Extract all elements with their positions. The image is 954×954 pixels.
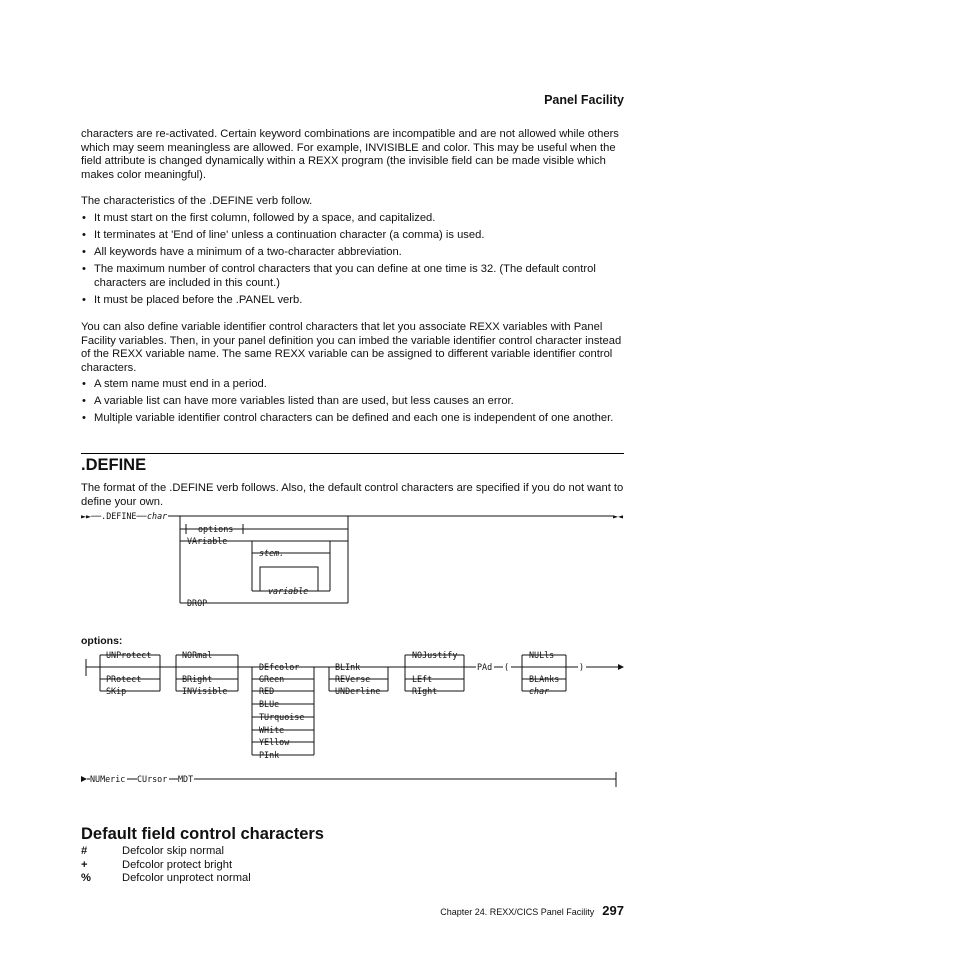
option-red: RED: [259, 686, 275, 696]
syntax-stem: stem.: [259, 548, 285, 558]
option-unprotect: UNProtect: [106, 650, 152, 660]
option-invisible: INVisible: [182, 686, 228, 696]
option-pad-char: char: [529, 686, 550, 696]
pad-open-paren: (: [504, 662, 510, 672]
default-symbol: %: [81, 872, 91, 884]
list-item: • It terminates at 'End of line' unless a continuation character (a comma) is used.: [82, 228, 485, 241]
options-syntax: [81, 650, 624, 787]
default-item: [81, 859, 232, 873]
list-item: • It must be placed before the .PANEL verb.: [82, 293, 303, 306]
list-item: • A variable list can have more variables listed than are used, but less causes an error.: [82, 394, 514, 407]
footer-chapter: Chapter 24. REXX/CICS Panel Facility: [440, 907, 595, 917]
option-normal: NORmal: [182, 650, 213, 660]
option-yellow: YEllow: [259, 737, 290, 747]
list-item: • Multiple variable identifier control characters can be defined and each one is independent of one another.: [82, 411, 614, 424]
default-description: Defcolor protect bright: [122, 859, 233, 871]
default-item: [81, 845, 224, 859]
option-numeric: NUMeric: [90, 774, 126, 784]
option-defcolor: DEfcolor: [259, 662, 300, 672]
option-white: WHite: [259, 725, 285, 735]
option-turquoise: TUrquoise: [259, 712, 305, 722]
option-reverse: REVerse: [335, 674, 371, 684]
option-pad: PAd: [477, 662, 493, 672]
option-protect: PRotect: [106, 674, 142, 684]
option-blue: BLUe: [259, 699, 280, 709]
option-bright: BRight: [182, 674, 213, 684]
page-footer: [400, 903, 624, 918]
paragraph-characteristics: The characteristics of the .DEFINE verb follow.: [81, 195, 313, 207]
option-green: GReen: [259, 674, 285, 684]
syntax-start: ►►──.DEFINE──: [81, 511, 147, 521]
syntax-end: ►◄: [613, 511, 624, 521]
default-symbol: #: [81, 845, 88, 857]
running-header: Panel Facility: [544, 93, 624, 107]
option-blanks: BLAnks: [529, 674, 560, 684]
syntax-options: options: [198, 524, 234, 534]
default-description: Defcolor unprotect normal: [122, 872, 251, 884]
option-blink: BLInk: [335, 662, 361, 672]
option-right: RIght: [412, 686, 438, 696]
option-mdt: MDT: [178, 774, 194, 784]
option-skip: SKip: [106, 686, 127, 696]
paragraph-define-format: The format of the .DEFINE verb follows. Also, the default control characters are specified if you do not want to define your own.: [81, 482, 624, 508]
option-cursor: CUrsor: [137, 774, 168, 784]
option-underline: UNDerline: [335, 686, 381, 696]
paragraph-variable-identifiers: You can also define variable identifier control characters that let you associate REXX variables with Panel Facility variables. Then, in your panel definition you can imbed the variable identifier control character instead of the REXX variable name. The same REXX variable can be assigned to different variable identifier control characters.: [81, 321, 622, 374]
default-item: [81, 872, 251, 886]
syntax-char: char: [147, 511, 168, 521]
pad-close-paren: ): [579, 662, 585, 672]
list-item: • A stem name must end in a period.: [82, 378, 267, 390]
define-syntax: [81, 511, 624, 608]
option-nulls: NULls: [529, 650, 555, 660]
option-left: LEft: [412, 674, 433, 684]
syntax-drop: DROP: [187, 598, 208, 608]
list-item: • It must start on the first column, followed by a space, and capitalized.: [82, 212, 436, 224]
list-item: • All keywords have a minimum of a two-character abbreviation.: [82, 245, 402, 258]
option-nojustify: NOJustify: [412, 650, 458, 660]
default-description: Defcolor skip normal: [122, 845, 224, 857]
page-number: 297: [602, 903, 624, 918]
paragraph-intro: characters are re-activated. Certain keyword combinations are incompatible and are not allowed while others which may seem meaningless are allowed. For example, INVISIBLE and color. This may be useful when the field attribute is changed dynamically within a REXX program (the invisible field can be made visible which makes color meaningful).: [81, 128, 619, 181]
list-item: • The maximum number of control characters that you can define at one time is 32. (The default control characters are included in this count.): [82, 262, 596, 289]
options-label: options:: [81, 635, 123, 647]
syntax-variable: variable: [268, 586, 309, 596]
section-heading-define: .DEFINE: [81, 456, 147, 474]
syntax-variable-keyword: VAriable: [187, 536, 228, 546]
option-pink: PInk: [259, 750, 280, 760]
default-symbol: +: [81, 859, 88, 871]
section-heading-defaults: Default field control characters: [81, 825, 324, 843]
